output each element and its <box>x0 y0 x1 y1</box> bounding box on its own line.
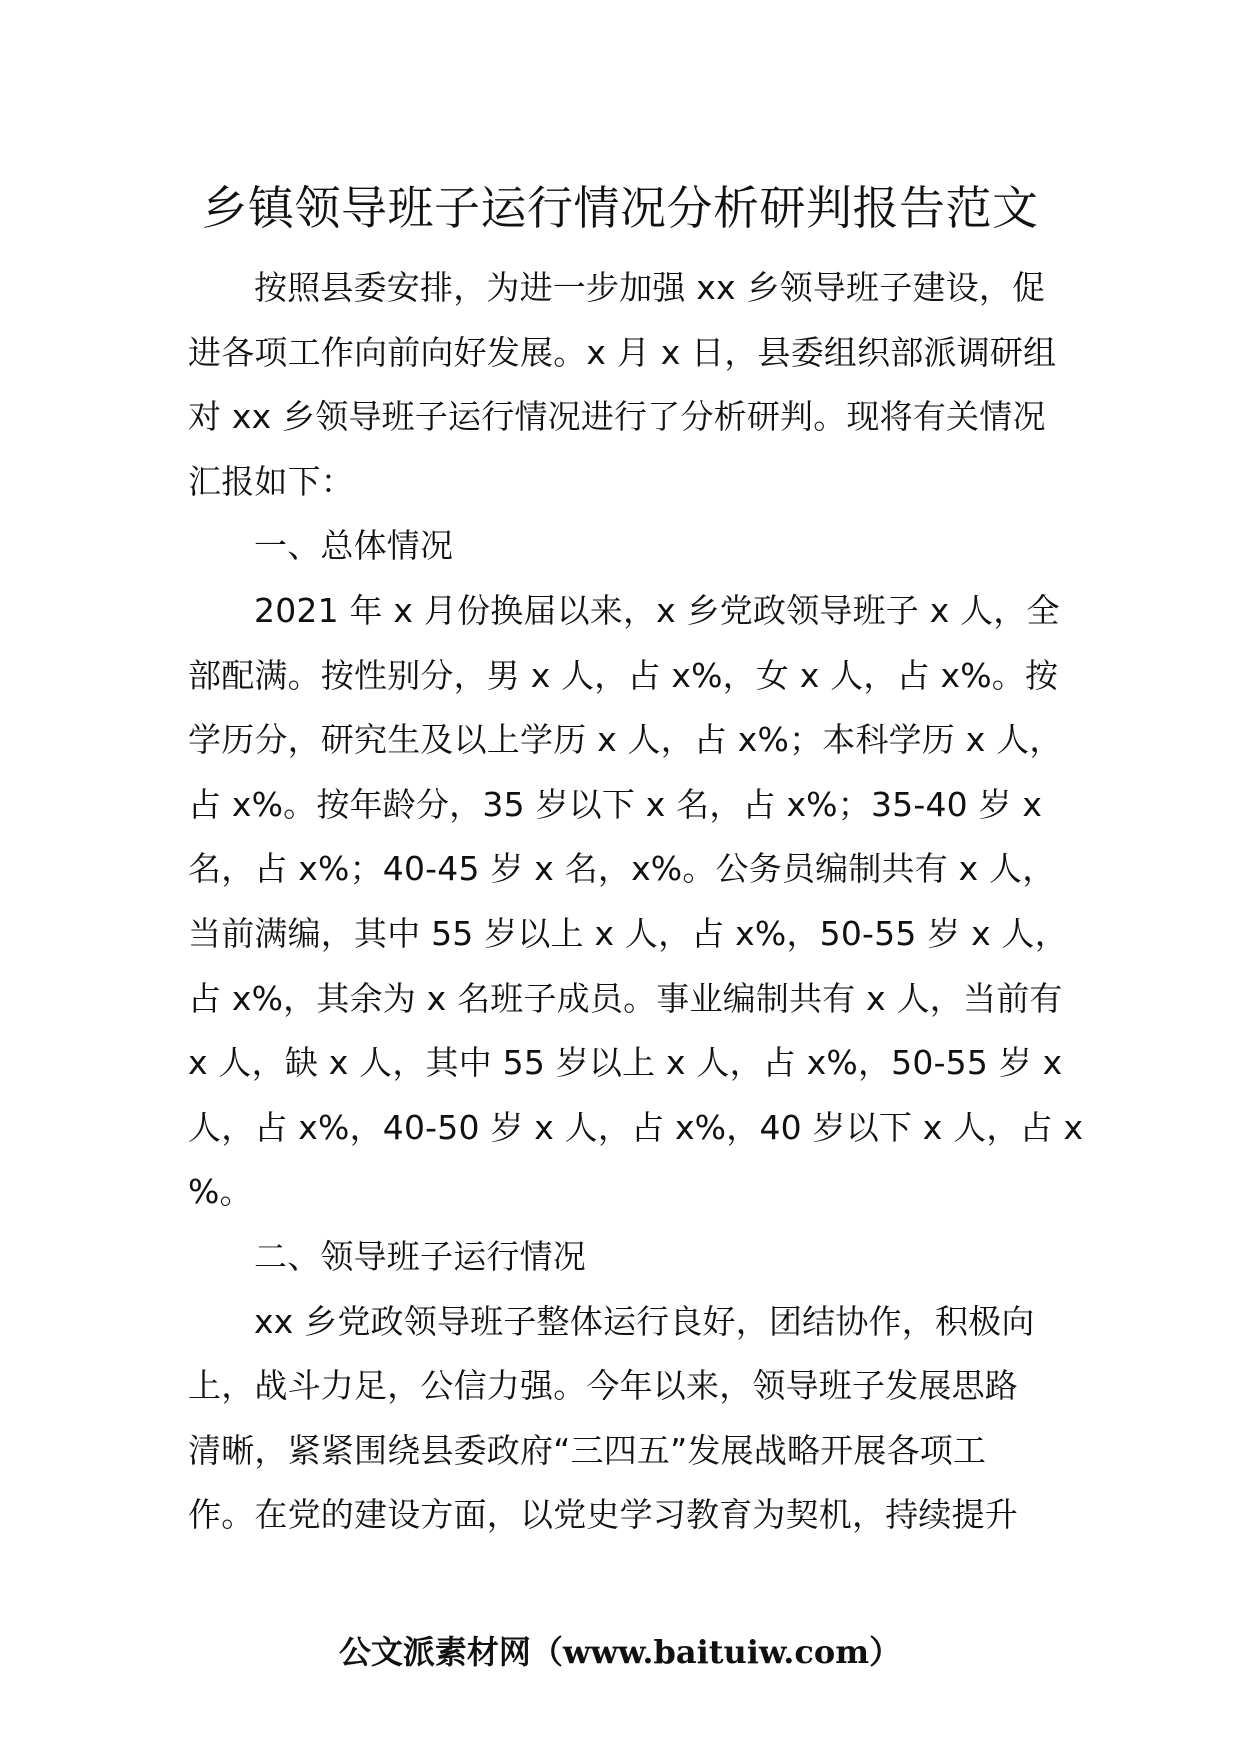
paragraph-line: 对 xx 乡领导班子运行情况进行了分析研判。现将有关情况 <box>188 397 1046 437</box>
document-title: 乡镇领导班子运行情况分析研判报告范文 <box>201 181 1039 235</box>
section-heading: 二、领导班子运行情况 <box>254 1236 586 1276</box>
paragraph-line: %。 <box>188 1172 253 1212</box>
paragraph-line: 占 x%，其余为 x 名班子成员。事业编制共有 x 人，当前有 <box>188 978 1063 1018</box>
paragraph-line: 名，占 x%；40-45 岁 x 名，x%。公务员编制共有 x 人， <box>188 849 1056 889</box>
paragraph-line: 2021 年 x 月份换届以来，x 乡党政领导班子 x 人，全 <box>254 590 1060 630</box>
paragraph-line: 作。在党的建设方面，以党史学习教育为契机，持续提升 <box>188 1495 1018 1535</box>
paragraph-line: 清晰，紧紧围绕县委政府“三四五”发展战略开展各项工 <box>188 1430 987 1470</box>
paragraph-line: 当前满编，其中 55 岁以上 x 人，占 x%，50-55 岁 x 人， <box>188 913 1068 953</box>
paragraph-line: x 人，缺 x 人，其中 55 岁以上 x 人，占 x%，50-55 岁 x <box>188 1043 1063 1083</box>
paragraph-line: xx 乡党政领导班子整体运行良好，团结协作，积极向 <box>254 1301 1035 1341</box>
paragraph-line: 占 x%。按年龄分，35 岁以下 x 名，占 x%；35-40 岁 x <box>188 784 1043 824</box>
paragraph-line: 学历分，研究生及以上学历 x 人，占 x%；本科学历 x 人， <box>188 720 1063 760</box>
paragraph-line: 按照县委安排，为进一步加强 xx 乡领导班子建设，促 <box>254 268 1046 307</box>
paragraph-line: 上，战斗力足，公信力强。今年以来，领导班子发展思路 <box>188 1366 1018 1406</box>
watermark-footer: 公文派素材网（www.baituiw.com） <box>338 1633 902 1671</box>
paragraph-line: 部配满。按性别分，男 x 人，占 x%，女 x 人，占 x%。按 <box>188 655 1059 695</box>
paragraph-line: 进各项工作向前向好发展。x 月 x 日，县委组织部派调研组 <box>188 332 1057 372</box>
document-body <box>188 256 1084 1548</box>
paragraph-line: 人，占 x%，40-50 岁 x 人，占 x%，40 岁以下 x 人，占 x <box>188 1107 1084 1147</box>
paragraph-line: 汇报如下： <box>188 461 354 501</box>
section-heading: 一、总体情况 <box>254 526 454 566</box>
